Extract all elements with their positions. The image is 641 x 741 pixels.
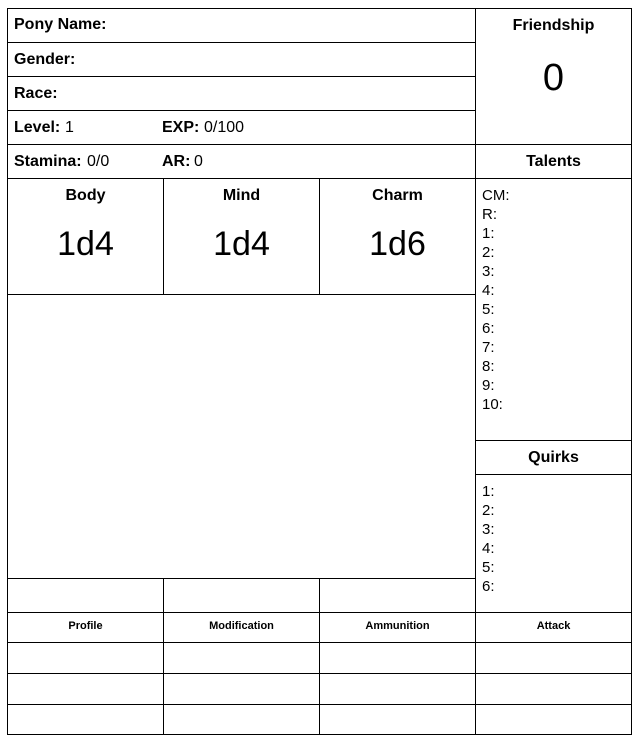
race-label: Race: xyxy=(14,85,58,102)
talent-line: 3: xyxy=(482,263,495,280)
quirks-list xyxy=(482,482,495,596)
talent-line: 7: xyxy=(482,339,495,356)
talent-line: CM: xyxy=(482,187,510,204)
table-header-profile: Profile xyxy=(68,620,103,632)
quirk-line: 3: xyxy=(482,521,495,538)
table-header-ammunition: Ammunition xyxy=(365,620,430,632)
talent-line: 4: xyxy=(482,282,495,299)
divider-table-col-1 xyxy=(163,578,164,735)
quirk-line: 4: xyxy=(482,540,495,557)
ar-label: AR: xyxy=(162,153,191,170)
exp-label: EXP: xyxy=(162,119,200,136)
friendship-label: Friendship xyxy=(512,17,595,34)
table-header-modification: Modification xyxy=(209,620,274,632)
quirks-label: Quirks xyxy=(528,449,579,466)
stamina-value: 0/0 xyxy=(87,153,110,170)
pony-name-label: Pony Name: xyxy=(14,16,107,33)
talent-line: 5: xyxy=(482,301,495,318)
talent-line: R: xyxy=(482,206,497,223)
level-label: Level: xyxy=(14,119,61,136)
divider-table-col-2 xyxy=(319,578,320,735)
talents-list xyxy=(482,186,510,414)
gender-label: Gender: xyxy=(14,51,76,68)
divider-row-1 xyxy=(7,42,476,43)
stat-charm-die: 1d6 xyxy=(369,225,426,263)
exp-value: 0/100 xyxy=(204,119,245,136)
quirk-line: 6: xyxy=(482,578,495,595)
talent-line: 9: xyxy=(482,377,495,394)
quirk-line: 1: xyxy=(482,483,495,500)
stat-mind-label: Mind xyxy=(222,187,261,204)
talent-line: 8: xyxy=(482,358,495,375)
talents-label: Talents xyxy=(526,153,581,170)
divider-row-4 xyxy=(7,144,632,145)
talent-line: 6: xyxy=(482,320,495,337)
stat-mind-die: 1d4 xyxy=(213,225,270,263)
border-right xyxy=(631,8,632,735)
talent-line: 2: xyxy=(482,244,495,261)
stamina-label: Stamina: xyxy=(14,153,82,170)
border-top xyxy=(7,8,632,9)
divider-quirks-header xyxy=(475,474,632,475)
quirk-line: 5: xyxy=(482,559,495,576)
divider-quirks-top xyxy=(475,440,632,441)
talent-line: 1: xyxy=(482,225,495,242)
talent-line: 10: xyxy=(482,396,503,413)
divider-stats-bottom xyxy=(7,294,476,295)
friendship-value: 0 xyxy=(542,57,565,99)
ar-value: 0 xyxy=(194,153,203,170)
divider-row-3 xyxy=(7,110,476,111)
table-header-attack: Attack xyxy=(536,620,571,632)
quirk-line: 2: xyxy=(482,502,495,519)
divider-table-top xyxy=(7,578,476,579)
stat-body-label: Body xyxy=(65,187,106,204)
stat-charm-label: Charm xyxy=(372,187,423,204)
stat-body-die: 1d4 xyxy=(57,225,114,263)
level-value: 1 xyxy=(65,119,74,136)
divider-row-2 xyxy=(7,76,476,77)
